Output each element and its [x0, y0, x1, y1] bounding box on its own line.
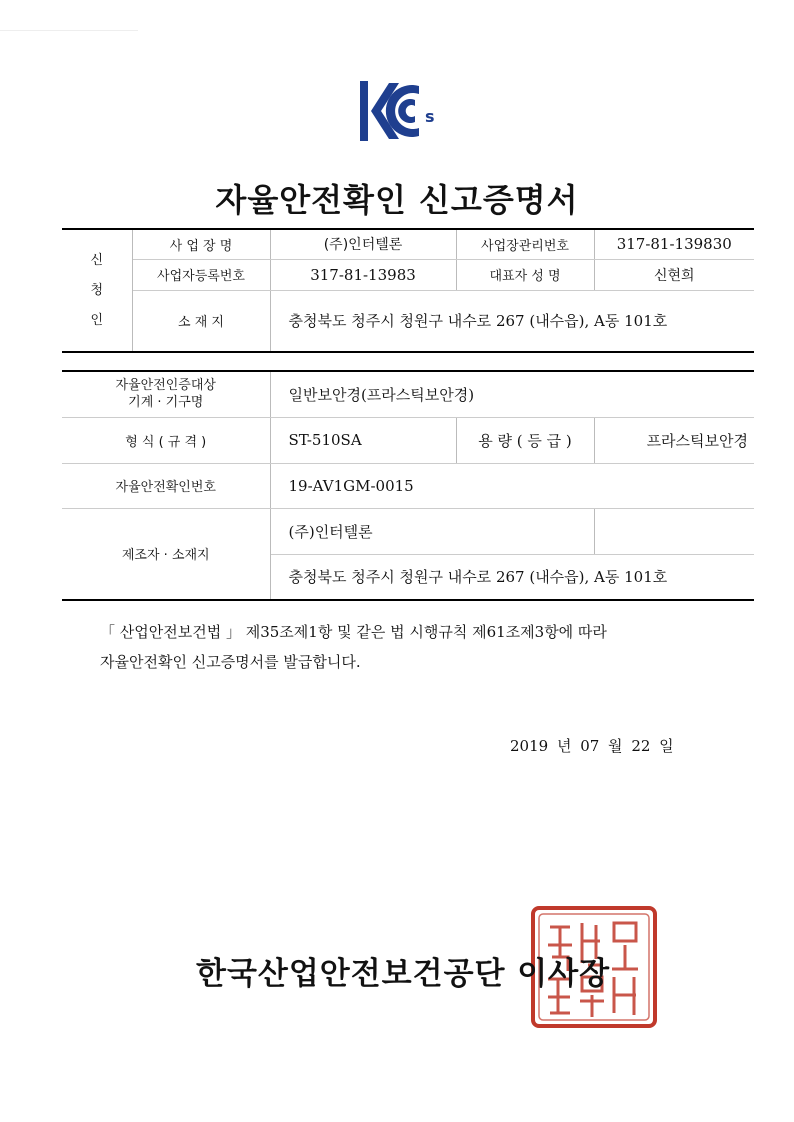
biz-reg-no-label: 사업자등록번호	[132, 259, 270, 290]
address-label: 소 재 지	[132, 290, 270, 352]
target-label: 자율안전인증대상 기계 · 기구명	[62, 371, 270, 417]
biz-reg-no-value: 317-81-13983	[270, 259, 456, 290]
rep-name-value: 신현희	[594, 259, 754, 290]
applicant-side-label: 신 청 인	[62, 229, 132, 352]
document-title: 자율안전확인 신고증명서	[215, 181, 579, 219]
maker-name-value: (주)인터텔론	[270, 508, 594, 554]
biz-mgmt-no-value: 317-81-139830	[594, 229, 754, 259]
target-value: 일반보안경(프라스틱보안경)	[270, 371, 754, 417]
address-value: 충청북도 청주시 청원구 내수로 267 (내수읍), A동 101호	[270, 290, 754, 352]
issuer-name: 한국산업안전보건공단 이사장	[196, 956, 611, 992]
biz-name-label: 사 업 장 명	[132, 229, 270, 259]
statement-line-2: 자율안전확인 신고증명서를 발급합니다.	[100, 653, 361, 671]
svg-text:s: s	[425, 107, 435, 126]
confirm-no-value: 19-AV1GM-0015	[270, 463, 754, 508]
maker-empty-cell	[594, 508, 754, 554]
issue-date: 2019 년 07 월 22 일	[510, 737, 674, 755]
maker-label: 제조자 · 소재지	[62, 508, 270, 600]
scan-edge-mark	[0, 0, 138, 31]
capacity-label: 용 량 ( 등 급 )	[456, 417, 594, 463]
statement-line-1: 「 산업안전보건법 」 제35조제1항 및 같은 법 시행규칙 제61조제3항에 따라	[100, 623, 607, 641]
applicant-table	[62, 228, 754, 353]
product-table	[62, 370, 754, 601]
model-value: ST-510SA	[270, 417, 456, 463]
biz-name-value: (주)인터텔론	[270, 229, 456, 259]
rep-label: 대표자 성 명	[456, 259, 594, 290]
issuance-statement	[100, 617, 607, 677]
biz-mgmt-no-label: 사업장관리번호	[456, 229, 594, 259]
maker-address-value: 충청북도 청주시 청원구 내수로 267 (내수읍), A동 101호	[270, 554, 754, 600]
confirm-no-label: 자율안전확인번호	[62, 463, 270, 508]
kcs-logo	[357, 78, 439, 144]
model-label: 형 식 ( 규 격 )	[62, 417, 270, 463]
capacity-value: 프라스틱보안경	[594, 417, 754, 463]
